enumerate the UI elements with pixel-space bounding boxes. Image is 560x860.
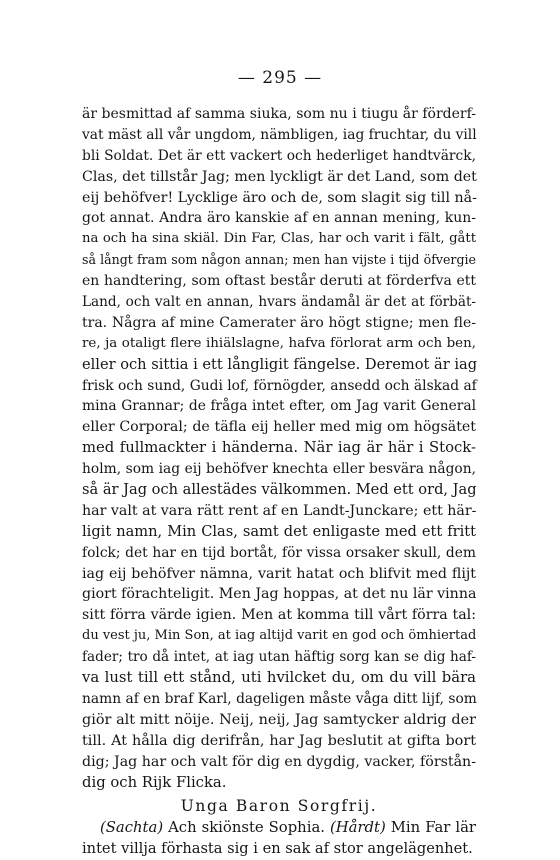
text-line: fader; tro då intet, at iag utan häftig sorg kan se dig haf- xyxy=(82,649,476,666)
text-line: så är Jag och allestädes välkommen. Med ett ord, Jag xyxy=(82,481,477,499)
page-number: — 295 — xyxy=(237,68,323,88)
text-line: holm, som iag eij behöfver knechta eller besvära någon, xyxy=(82,461,476,478)
text-line: tra. Några af mine Camerater äro högt stigne; men fle- xyxy=(82,314,476,331)
text-line: na och ha sina skiäl. Din Far, Clas, har och varit i fält, gått xyxy=(82,231,476,247)
text-line: du vest ju, Min Son, at iag altijd varit en god och ömhiertad xyxy=(82,628,477,644)
stage-direction: (Hårdt) xyxy=(329,819,386,837)
text-line: Clas, det tillstår Jag; men lyckligt är det Land, som det xyxy=(82,168,477,185)
monologue-paragraph xyxy=(82,104,476,793)
text-line: med fullmackter i händerna. När iag är här i Stock- xyxy=(82,439,476,457)
text-line: dig och Rijk Flicka. xyxy=(82,773,227,791)
text-line: got annat. Andra äro kanskie af en annan mening, kun- xyxy=(82,210,476,227)
text-line: dig; Jag har och valt för dig en dygdig, vacker, förstån- xyxy=(82,753,476,770)
text-line: Land, och valt en annan, hvars ändamål är det at förbät- xyxy=(82,294,476,311)
text-line: re, ja otaligt flere ihiälslagne, hafva förlorat arm och ben, xyxy=(82,335,476,351)
speaker-name: Unga Baron Sorgfrij. xyxy=(180,797,378,816)
text-line: är besmittad af samma siuka, som nu i tiugu år förderf- xyxy=(82,106,476,122)
text-line: sitt förra värde igien. Men at komma till vårt förra tal: xyxy=(82,607,476,624)
reply-text: Min Far lär xyxy=(385,819,476,837)
text-line: bli Soldat. Det är ett vackert och hederliget handtvärck, xyxy=(82,147,476,164)
text-line: en handtering, som oftast består deruti at förderfva ett xyxy=(82,273,476,290)
text-line: iag eij behöfver nämna, varit hatat och blifvit med flijt xyxy=(82,565,476,582)
text-line: till. At hålla dig derifrån, har Jag beslutit at gifta bort xyxy=(82,732,476,749)
text-line: giort förachteligit. Men Jag hoppas, at det nu lär vinna xyxy=(82,586,477,603)
text-line: eller och sittia i ett långligit fängelse. Deremot är iag xyxy=(82,355,478,373)
reply-line-1 xyxy=(82,818,476,839)
stage-direction: (Sachta) xyxy=(100,819,164,837)
text-line: frisk och sund, Gudi lof, förnögder, ansedd och älskad af xyxy=(82,377,477,394)
reply-text: Ach skiönste Sophia. xyxy=(163,819,330,837)
text-line: giör alt mitt nöije. Neij, neij, Jag samtycker aldrig der xyxy=(82,711,476,728)
text-line: va lust till ett stånd, uti hvilcket du, om du vill bära xyxy=(82,669,476,687)
text-line: namn af en braf Karl, dageligen måste våga ditt lijf, som xyxy=(82,690,477,707)
text-line: folck; det har en tijd bortåt, för vissa orsaker skull, dem xyxy=(82,544,476,561)
text-line: mina Grannar; de fråga intet efter, om Jag varit General xyxy=(82,398,476,415)
text-line: ligit namn, Min Clas, samt det enligaste med ett fritt xyxy=(82,522,476,540)
text-line: eij behöfver! Lycklige äro och de, som slagit sig till nå- xyxy=(82,189,477,206)
text-line: vat mäst all vår ungdom, nämbligen, iag fruchtar, du vill xyxy=(82,126,477,143)
text-line: eller Corporal; de täfla eij heller med mig om högsätet xyxy=(82,419,476,436)
main-text xyxy=(82,104,476,860)
text-line: så långt fram som någon annan; men han vijste i tijd öfvergie xyxy=(82,252,476,268)
text-line: har valt at vara rätt rent af en Landt-Junckare; ett här- xyxy=(82,502,477,519)
reply-line-2: intet villja förhasta sig i en sak af stor angelägenhet. xyxy=(82,840,473,858)
